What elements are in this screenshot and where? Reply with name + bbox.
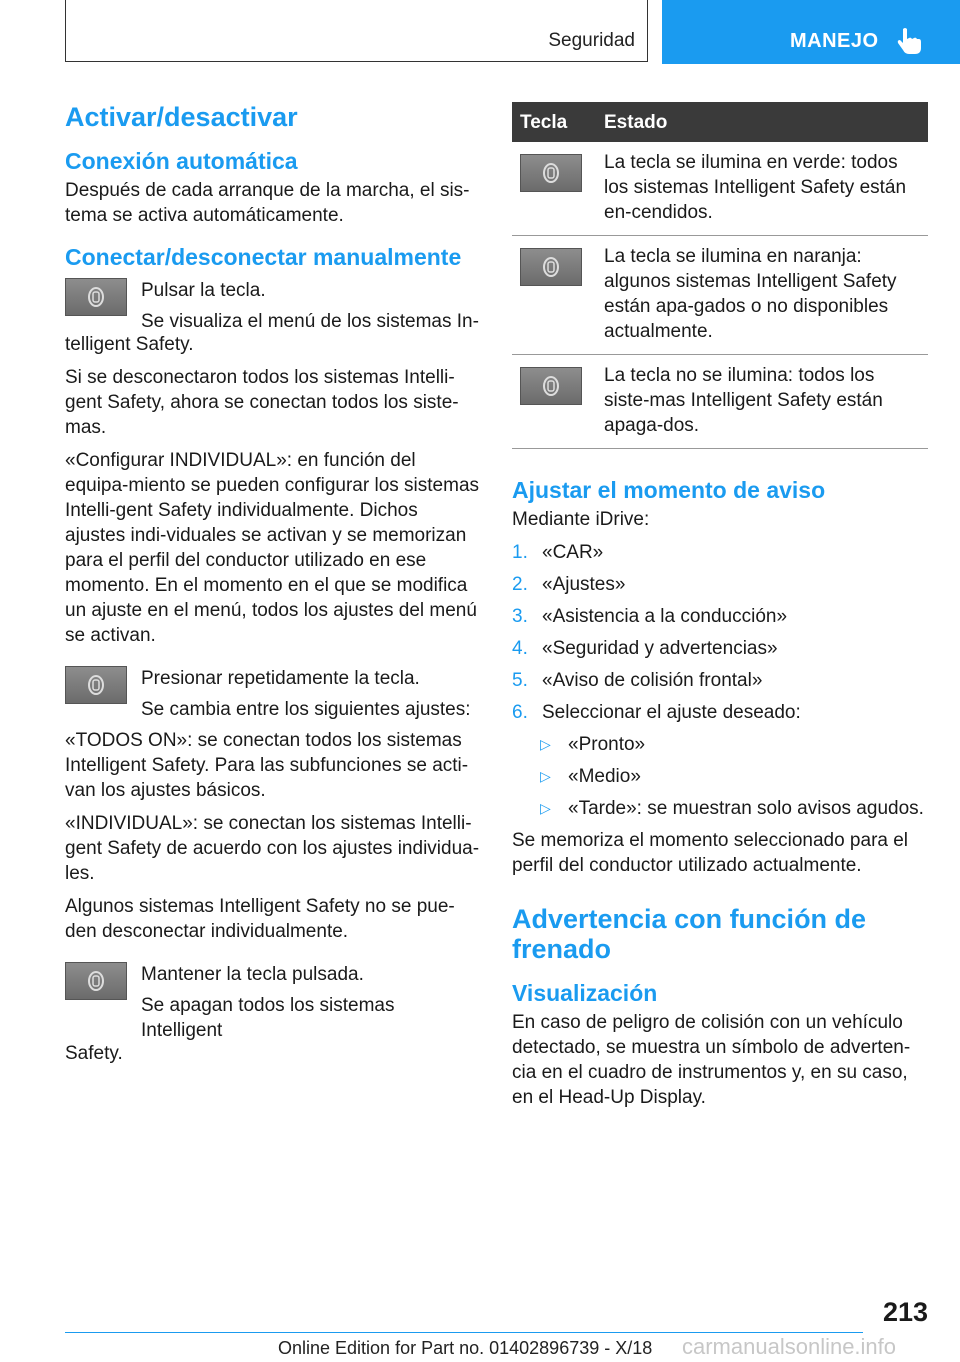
key2-line1: Presionar repetidamente la tecla. bbox=[141, 668, 420, 689]
list-item: 4. «Seguridad y advertencias» bbox=[512, 638, 778, 659]
table-row bbox=[512, 355, 928, 449]
list-item: ▷ «Tarde»: se muestran solo avisos agudos. bbox=[540, 798, 924, 819]
paragraph-5: «INDIVIDUAL»: se conectan los sistemas Intelli-gent Safety de acuerdo con los ajustes individua-les. bbox=[65, 813, 480, 884]
list-item: ▷ «Medio» bbox=[540, 766, 641, 787]
options-list bbox=[512, 732, 928, 821]
key-instruction-1 bbox=[65, 278, 480, 334]
safety-button-icon bbox=[65, 278, 127, 316]
table-row bbox=[512, 236, 928, 355]
table-header-tecla: Tecla bbox=[512, 102, 596, 142]
chapter-tab-label: MANEJO bbox=[790, 30, 879, 52]
paragraph-7: Safety. bbox=[65, 1043, 123, 1064]
watermark-text: carmanualsonline.info bbox=[682, 1334, 897, 1359]
paragraph-1: telligent Safety. bbox=[65, 334, 194, 355]
key-instruction-3 bbox=[65, 962, 480, 1043]
triangle-bullet-icon: ▷ bbox=[540, 736, 551, 752]
list-item: 1. «CAR» bbox=[512, 542, 604, 563]
footer-divider bbox=[65, 1332, 863, 1333]
key3-line2: Se apagan todos los sistemas Intelligent bbox=[141, 995, 395, 1041]
steps-list bbox=[512, 540, 928, 725]
section-tab bbox=[65, 0, 648, 62]
paragraph-4: «TODOS ON»: se conectan todos los sistemas Intelligent Safety. Para las subfunciones se acti-van los ajustes básicos. bbox=[65, 730, 469, 801]
footer-edition: Online Edition for Part no. 01402896739 - X/18 bbox=[278, 1338, 653, 1358]
key1-line1: Pulsar la tecla. bbox=[141, 280, 266, 301]
paragraph-auto: Después de cada arranque de la marcha, el sis-tema se activa automáticamente. bbox=[65, 180, 470, 226]
safety-button-icon bbox=[520, 367, 582, 405]
table-cell-state: La tecla se ilumina en verde: todos los sistemas Intelligent Safety están en-cendidos. bbox=[596, 142, 928, 236]
key-instruction-2 bbox=[65, 666, 480, 722]
page-number: 213 bbox=[882, 1297, 928, 1327]
safety-button-icon bbox=[520, 248, 582, 286]
triangle-bullet-icon: ▷ bbox=[540, 768, 551, 784]
list-item: 6. Seleccionar el ajuste deseado: bbox=[512, 702, 801, 723]
heading-brake-warning: Advertencia con función de frenado bbox=[512, 904, 867, 964]
paragraph-idrive: Mediante iDrive: bbox=[512, 509, 650, 530]
left-column bbox=[65, 100, 480, 1074]
table-cell-state: La tecla no se ilumina: todos los siste-mas Intelligent Safety están apaga-dos. bbox=[596, 355, 928, 449]
table-header-estado: Estado bbox=[596, 102, 928, 142]
heading-warn-time: Ajustar el momento de aviso bbox=[512, 477, 826, 503]
safety-button-icon bbox=[65, 962, 127, 1000]
table-row bbox=[512, 142, 928, 236]
list-item: 3. «Asistencia a la conducción» bbox=[512, 606, 788, 627]
list-item: 5. «Aviso de colisión frontal» bbox=[512, 670, 763, 691]
list-item: 2. «Ajustes» bbox=[512, 574, 626, 595]
hand-pointer-icon bbox=[894, 26, 924, 56]
safety-button-icon bbox=[65, 666, 127, 704]
key3-line1: Mantener la tecla pulsada. bbox=[141, 964, 364, 985]
safety-button-icon bbox=[520, 154, 582, 192]
key1-line2: Se visualiza el menú de los sistemas In- bbox=[141, 311, 479, 332]
paragraph-2: Si se desconectaron todos los sistemas Intelli-gent Safety, ahora se conectan todos los siste-mas. bbox=[65, 367, 459, 438]
heading-activar: Activar/desactivar bbox=[65, 102, 298, 132]
heading-conexion-automatica: Conexión automática bbox=[65, 148, 298, 174]
state-table bbox=[512, 102, 928, 449]
key2-line2: Se cambia entre los siguientes ajustes: bbox=[141, 699, 471, 720]
right-column bbox=[512, 100, 928, 1118]
paragraph-memo: Se memoriza el momento seleccionado para el perfil del conductor utilizado actualmente. bbox=[512, 830, 909, 876]
paragraph-3: «Configurar INDIVIDUAL»: en función del equipa-miento se pueden configurar los sistemas Intelli-gent Safety individualmente. Dichos ajustes indi-viduales se activan y se memorizan para el perfil del conductor utilizado en ese momento. En el momento en el que se modifica un ajuste en el menú, todos los ajustes del menú se activan. bbox=[65, 450, 480, 646]
heading-manual: Conectar/desconectar manualmente bbox=[65, 244, 462, 270]
table-cell-state: La tecla se ilumina en naranja: algunos sistemas Intelligent Safety están apa-gados o no disponibles actualmente. bbox=[596, 236, 928, 355]
section-label: Seguridad bbox=[548, 30, 635, 51]
list-item: ▷ «Pronto» bbox=[540, 734, 646, 755]
paragraph-6: Algunos sistemas Intelligent Safety no se pue-den desconectar individualmente. bbox=[65, 896, 455, 942]
triangle-bullet-icon: ▷ bbox=[540, 800, 551, 816]
paragraph-display: En caso de peligro de colisión con un vehículo detectado, se muestra un símbolo de adverten-cia en el cuadro de instrumentos y, en su caso, en el Head-Up Display. bbox=[512, 1012, 911, 1108]
table-header-row bbox=[512, 102, 928, 142]
heading-display: Visualización bbox=[512, 980, 658, 1006]
